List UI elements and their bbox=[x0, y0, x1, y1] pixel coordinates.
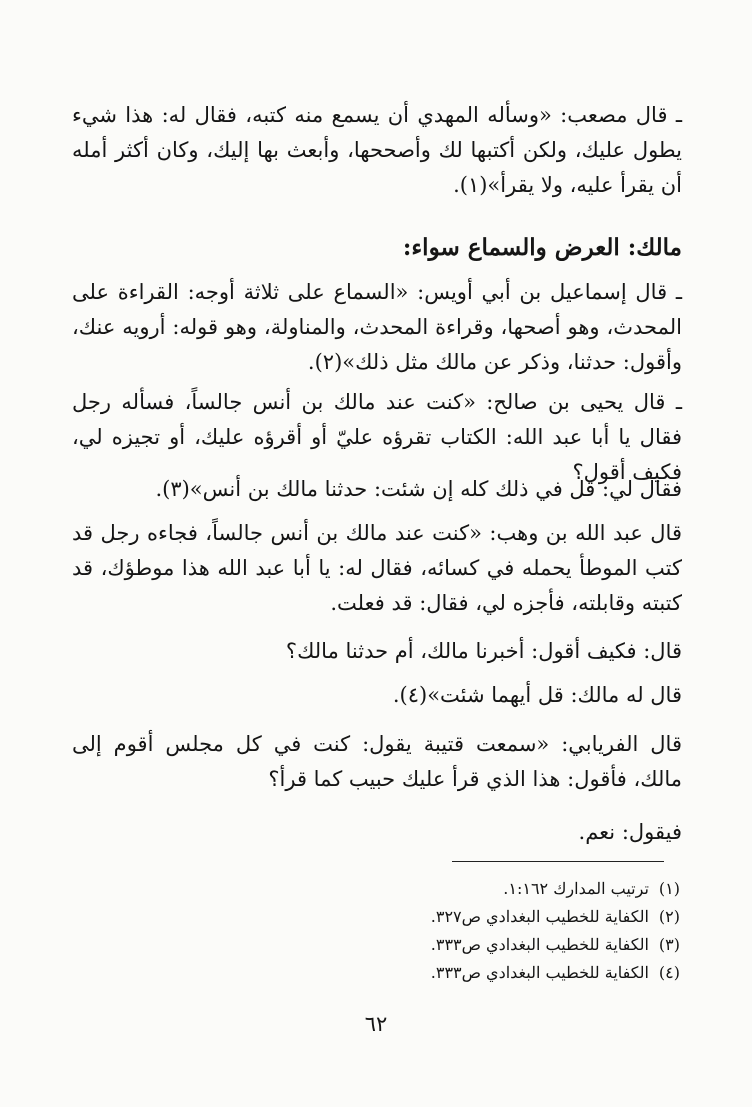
section-heading: مالك: العرض والسماع سواء: bbox=[402, 234, 682, 261]
paragraph-yahya: ـ قال يحيى بن صالح: «كنت عند مالك بن أنس جالساً، فسأله رجل فقال يا أبا عبد الله: الكتاب تقرؤه عليّ أو أقرؤه عليك، أو تجيزه لي، فكيف أقول؟ bbox=[72, 390, 682, 484]
footnote-item bbox=[300, 879, 680, 899]
footnote-number: (٣) bbox=[658, 935, 680, 954]
footnote-number: (١) bbox=[658, 879, 680, 898]
footnote-item bbox=[300, 935, 680, 955]
paragraph-firyabi: قال الفريابي: «سمعت قتيبة يقول: كنت في كل مجلس أقوم إلى مالك، فأقول: هذا الذي قرأ عليك حبيب كما قرأ؟ bbox=[72, 732, 682, 791]
paragraph-malik-reply: فقال لي: قل في ذلك كله إن شئت: حدثنا مالك بن أنس»(٣). bbox=[155, 477, 682, 501]
paragraph-ibn-wahb: قال عبد الله بن وهب: «كنت عند مالك بن أنس جالساً، فجاءه رجل قد كتب الموطأ يحمله في كسائه، فقال له: يا أبا عبد الله هذا موطؤك، قد كتبته وقابلته، فأجزه لي، فقال: قد فعلت. bbox=[72, 521, 682, 615]
paragraph-question: قال: فكيف أقول: أخبرنا مالك، أم حدثنا مالك؟ bbox=[285, 639, 682, 663]
footnote-text: ترتيب المدارك ١:١٦٢. bbox=[503, 879, 649, 898]
paragraph-ismail: ـ قال إسماعيل بن أبي أويس: «السماع على ثلاثة أوجه: القراءة على المحدث، وهو أصحها، وقراءة المحدث، والمناولة، وهو قوله: أرويه عنك، وأقول: حدثنا، وذكر عن مالك مثل ذلك»(٢). bbox=[72, 280, 682, 374]
paragraph-musab: ـ قال مصعب: «وسأله المهدي أن يسمع منه كتبه، فقال له: هذا شيء يطول عليك، ولكن أكتبها لك وأصححها، وأبعث بها إليك، وكان أكثر أمله أن يقرأ عليه، ولا يقرأ»(١). bbox=[72, 103, 682, 197]
footnote-divider bbox=[452, 861, 664, 862]
paragraph-answer: قال له مالك: قل أيهما شئت»(٤). bbox=[392, 683, 682, 707]
footnote-text: الكفاية للخطيب البغدادي ص٣٣٣. bbox=[430, 963, 649, 982]
paragraph-final-reply: فيقول: نعم. bbox=[578, 820, 682, 844]
footnote-number: (٤) bbox=[658, 963, 680, 982]
page-number: ٦٢ bbox=[364, 1012, 388, 1036]
footnote-item bbox=[300, 907, 680, 927]
footnote-text: الكفاية للخطيب البغدادي ص٣٢٧. bbox=[430, 907, 649, 926]
footnote-item bbox=[300, 963, 680, 983]
footnote-number: (٢) bbox=[658, 907, 680, 926]
footnote-text: الكفاية للخطيب البغدادي ص٣٣٣. bbox=[430, 935, 649, 954]
